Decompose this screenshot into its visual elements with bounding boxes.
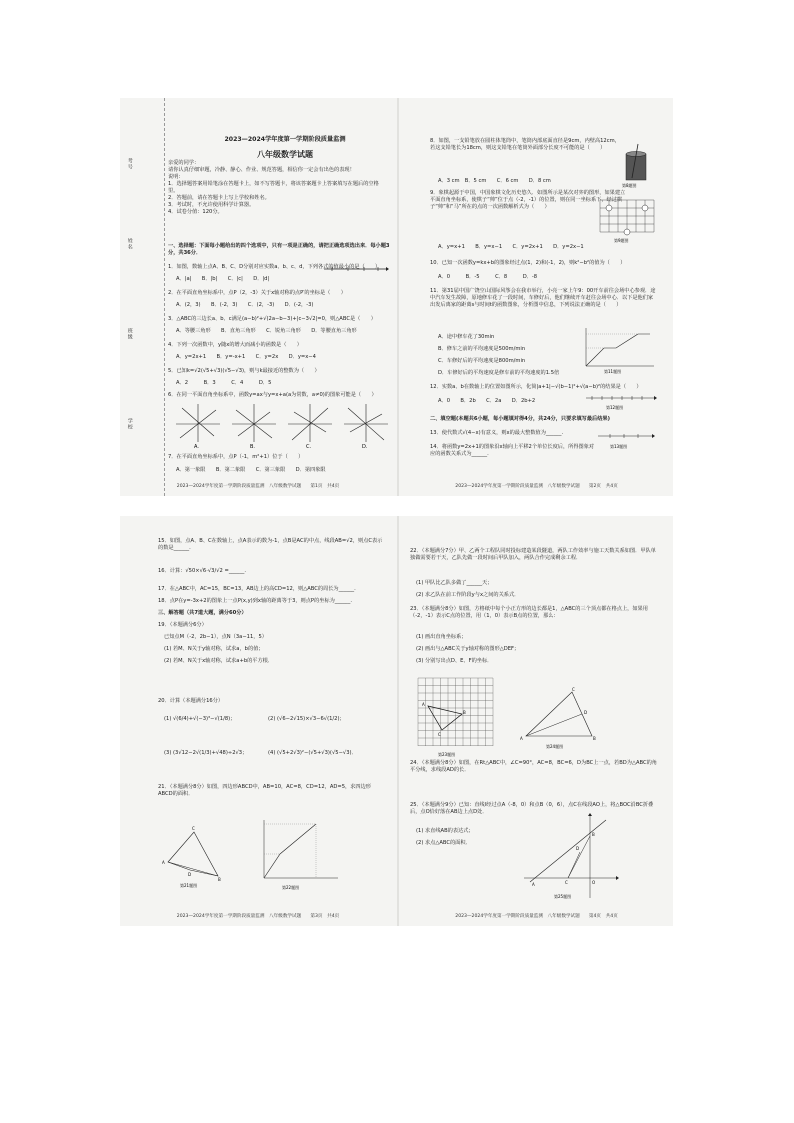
note-item: 2．答题前，请在答题卡上写上学校和姓名。 (168, 195, 270, 202)
exam-sheet-bottom (120, 516, 673, 926)
margin-label-class: 班级 (126, 328, 133, 340)
question-11-option-c: C．车修好后的平均速度是800m/min (438, 358, 526, 364)
question-19-line: (1) 若M、N关于y轴对称，试求a，b的值； (164, 646, 264, 652)
question-8-options: A．3 cm B．5 cm C．6 cm D．8 cm (438, 178, 551, 184)
pencil-cup-figure (618, 142, 654, 188)
exam-sheet-top (120, 98, 673, 496)
page-gutter (397, 98, 399, 496)
figure-caption: 第24题图 (546, 744, 564, 749)
question-20-item: (2) (√6−2√15)×√3−6√(1/2)； (268, 716, 345, 722)
question-5-options: A．2 B．3 C．4 D．5 (176, 380, 272, 386)
question-25: 25．（本题满分9分）已知：直线l经过点A（-8，0）和点B（0，6），点C在线段AO上，将△BOC沿BC折叠后，点O恰好落在AB边上点D处． (410, 802, 654, 816)
question-23-item: (3) 分别写出点D、E、F的坐标． (416, 658, 493, 664)
svg-text:B: B (218, 877, 221, 882)
exam-subtitle: 八年级数学试题 (257, 150, 313, 159)
question-20-item: (3) (3√12−2√(1/3)+√48)÷2√3； (164, 750, 248, 756)
number-line-figure (584, 390, 658, 410)
number-line-figure (596, 426, 656, 450)
question-18: 18．点P在y=-3x+2的图象上一点P(x,y)到x轴的距离等于3，则点P的坐标为______. (158, 598, 353, 604)
question-11: 11．第31届中国广饶空山国际风筝会在我市举行，小亮一家上午9：00开车前往会场中心参观．途中汽车发生故障，原地修车花了一段时间，车修好后，他们继续开车赶往会场中心．以下是他们家出发后离家的距离s与时间t的函数图象，分析图中信息，下列说法正确的是（ ） (430, 288, 656, 309)
figure-caption: 第12题图 (606, 405, 624, 410)
svg-text:A: A (162, 860, 165, 865)
notice-block (168, 160, 388, 216)
question-24: 24．（本题满分8分）如图，在Rt△ABC中，∠C=90°，AC=8，BC=6，D为BC上一点，若BD为△ABC的角平分线，求线段AD的长． (410, 760, 657, 774)
graph-label-d: D. (362, 444, 368, 448)
right-triangle-figure (520, 686, 610, 750)
question-19: 19．（本题满分6分） (158, 622, 207, 628)
note-item: 1．选择题答案用铅笔涂在答题卡上，如不写答题卡，将该答案题卡上答案填写在题后的空格里。 (168, 181, 379, 195)
svg-text:C: C (572, 687, 575, 692)
question-10-options: A．0 B．-5 C．8 D．-8 (438, 274, 538, 280)
svg-text:A: A (520, 736, 523, 741)
margin-label-exam-number: 考号 (126, 158, 133, 170)
question-23: 23．（本题满分8分）如图，方格纸中每个小正方形的边长都是1，△ABC的三个顶点都在格点上，如果用（-2，-1）表示C点的位置，用（1，0）表示B点的位置，那么： (410, 606, 648, 620)
figure-caption: 第22题图 (282, 885, 300, 890)
question-21: 21．（本题满分8分）如图，四边形ABCD中，AB=10，AC=8，CD=12，AD=5，求四边形ABCD的面积． (158, 784, 371, 798)
binding-margin (120, 98, 165, 496)
question-14: 14．将函数y=2x+1的图象沿x轴向上平移2个单位长度后，所得图象对应的函数关系式为______. (430, 444, 595, 458)
question-19-line: (2) 若M、N关于x轴对称，试求a+b的平方根． (164, 658, 274, 664)
work-progress-graph (256, 816, 342, 892)
quadrilateral-figure (160, 824, 240, 888)
question-3: 3．△ABC的三边长a、b、c满足(a−b)²+√(2a−b−3)+|c−3√2|=0，则△ABC是（ ） (168, 316, 376, 322)
question-4: 4．下列一次函数中，y随x的增大而减小的函数是（ ） (168, 342, 302, 348)
question-2-options: A．(2，3) B．(-2，3) C．(2，-3) D．(-2，-3) (176, 302, 314, 308)
question-16: 16．计算：√50×√6·√3/√2 =______. (158, 568, 247, 574)
grid-figure (414, 674, 500, 758)
question-7-options: A．第一象限 B．第二象限 C．第三象限 D．第四象限 (176, 467, 326, 473)
svg-text:A: A (532, 882, 535, 887)
question-6: 6．在同一平面直角坐标系中，函数y=ax与y=x+a(a为常数，a≠0)的图象可能是（ ） (168, 392, 377, 398)
margin-label-school: 学校 (126, 418, 133, 430)
section-heading: 一、选择题：下面每小题给出的四个选项中，只有一项是正确的，请把正确选项选出来．每小题3分，共36分． (168, 243, 390, 257)
graph-label-a: A. (194, 444, 199, 448)
question-20: 20．计算（本题满分16分） (158, 698, 224, 704)
svg-text:C: C (192, 826, 195, 831)
question-8: 8．如图，一支铅笔放在圆柱体笔筒中，笔筒内部底面直径是9cm，内壁高12cm，若这支铅笔长为18cm，则这支铅笔在笔筒外面部分长度不可能的是（ ） (430, 138, 620, 152)
section-heading: 二、填空题(本题共6小题，每小题填对得4分，共24分，只要求填写最后结果) (430, 416, 610, 422)
question-22: 22．（本题满分7分）甲、乙两个工程队同时投标建造某段隧道，两队工作效率与施工天数关系如图．甲队单独做需要若干天，乙队先做一段时间后甲队加入，两队合作完成剩余工程． (410, 548, 656, 562)
page-footer: 2023—2024学年度第一学期阶段质量监测 八年级数学试题 第4页 共4页 (455, 913, 618, 919)
margin-label-name: 姓名 (126, 238, 133, 250)
page-footer: 2023—2024学年度第一学期阶段质量监测 八年级数学试题 第1页 共4页 (176, 483, 340, 489)
svg-text:O: O (592, 880, 596, 885)
svg-text:B: B (463, 710, 466, 715)
question-17: 17．在△ABC中，AC=15，BC=13，AB边上的高CD=12，则△ABC的周长为______. (158, 586, 356, 592)
figure-caption: 第9题图 (614, 238, 629, 243)
page-gutter (397, 516, 399, 926)
page-3 (120, 516, 396, 926)
question-11-option-d: D．车修好后的平均速度是修车前的平均速度的1.5倍 (438, 370, 560, 376)
question-1-options: A．|a| B．|b| C．|c| D．|d| (176, 276, 270, 282)
graph-label-b: B. (250, 444, 256, 448)
svg-text:D: D (188, 872, 192, 877)
question-2: 2．在平面直角坐标系中，点P（2，-3）关于x轴对称的点P′的坐标是（ ） (168, 290, 346, 296)
question-15: 15．如图，点A、B、C在数轴上，点A表示的数为-1，点B是AC的中点，线段AB=√2，则点C表示的数是______. (158, 538, 383, 552)
svg-text:D: D (584, 710, 588, 715)
question-12-options: A．0 B．2b C．2a D．2b+2 (438, 398, 536, 404)
question-20-item: (1) √(6/4)+√(−3)³−√(1/8)； (164, 716, 236, 722)
distance-time-graph (578, 326, 658, 374)
question-1: 1．如图，数轴上点A、B、C、D分别对应实数a、b、c、d，下列各式的值最小的是（ ） (168, 264, 381, 270)
figure-caption: 第11题图 (604, 369, 622, 374)
figure-caption: 第13题图 (610, 444, 628, 449)
question-22-item: (1) 甲队比乙队多做了______天； (416, 580, 493, 586)
question-19-line: 已知点M（-2，2b−1），点N（3a−11，5） (164, 634, 267, 640)
question-11-option-b: B．修车之前的平均速度是500m/min (438, 346, 526, 352)
page-4 (400, 516, 673, 926)
section-heading: 三、解答题（共7道大题，满分60分） (158, 610, 247, 616)
page-footer: 2023—2024学年度第一学期阶段质量监测 八年级数学试题 第2页 共4页 (455, 483, 618, 489)
figure-caption: 第8题图 (622, 183, 637, 188)
question-23-item: (1) 画出直角坐标系； (416, 634, 467, 640)
question-7: 7．在平面直角坐标系中，点P（-1，m²+1）位于（ ） (168, 454, 304, 460)
notes-label: 说明： (168, 174, 184, 181)
question-10: 10．已知一次函数y=kx+b的图象经过点(1，2)和(-1，2)，则k²−b²的值为（ ） (430, 260, 626, 266)
coordinate-figure (520, 812, 620, 902)
note-item: 4．试卷分值：120分。 (168, 209, 223, 216)
graph-label-c: C. (306, 444, 312, 448)
svg-text:C: C (565, 880, 568, 885)
note-item: 3．考试时，不允许使用科学计算器。 (168, 202, 255, 209)
exam-title: 2023—2024学年度第一学期阶段质量监测 (224, 136, 346, 143)
question-3-options: A．等腰三角形 B．直角三角形 C．锐角三角形 D．等腰直角三角形 (176, 328, 357, 334)
question-25-item: (2) 求点△ABC的面积． (416, 840, 471, 846)
page-2 (400, 98, 673, 496)
notice-text: 请你认真仔细审题，冷静、静心、作业、规范答题，相信你一定会有出色的表现！ (168, 167, 355, 174)
question-9: 9．象棋起源于中国，中国象棋文化历史悠久．如图所示是某次对弈的图形，如果建立平面直角坐标系，使棋子“帅”位于点（-2，-1）的位置，则在同一坐标系下，经过棋子“帅”和“马”所在的点的一次函数解析式为（ ） (430, 190, 626, 211)
notice-heading: 亲爱的同学： (168, 160, 200, 166)
question-4-options: A．y=2x+1 B．y=-x+1 C．y=2x D．y=x−4 (176, 354, 316, 360)
question-13: 13．使代数式√(4−x)有意义，则x的最大整数值为______. (430, 430, 564, 436)
question-6-graphs (172, 402, 390, 448)
svg-text:B: B (592, 832, 595, 837)
figure-caption: 第21题图 (180, 883, 198, 888)
figure-caption: 第23题图 (438, 752, 456, 757)
question-9-options: A．y=x+1 B．y=x−1 C．y=2x+1 D．y=2x−1 (438, 244, 584, 250)
question-22-item: (2) 求乙队在前工作阶段y与x之间的关系式． (416, 592, 520, 598)
question-23-item: (2) 画出与△ABC关于y轴对称的图形△DEF； (416, 646, 520, 652)
svg-text:D: D (576, 846, 580, 851)
question-5: 5．已知k=√2(√5+√3)(√5−√3)，则与k最接近的整数为（ ） (168, 368, 320, 374)
svg-text:C: C (438, 732, 441, 737)
question-20-item: (4) (√5+2√3)²−(√5+√3)(√5−√3)． (268, 750, 357, 756)
chess-board-figure (598, 196, 656, 244)
page-1 (120, 98, 396, 496)
figure-caption: 第25题图 (554, 894, 572, 899)
svg-text:B: B (593, 736, 596, 741)
question-12: 12．实数a、b在数轴上的位置如图所示，化简|a+1|−√(b−1)²+√(a−b)²的结果是（ ） (430, 384, 642, 390)
svg-text:A: A (422, 702, 425, 707)
question-11-option-a: A．途中修车花了30min (438, 334, 495, 340)
number-line-figure (322, 260, 390, 274)
page-footer: 2023—2024学年度第一学期阶段质量监测 八年级数学试题 第3页 共4页 (176, 913, 340, 919)
question-25-item: (1) 求直线AB的表达式； (416, 828, 474, 834)
